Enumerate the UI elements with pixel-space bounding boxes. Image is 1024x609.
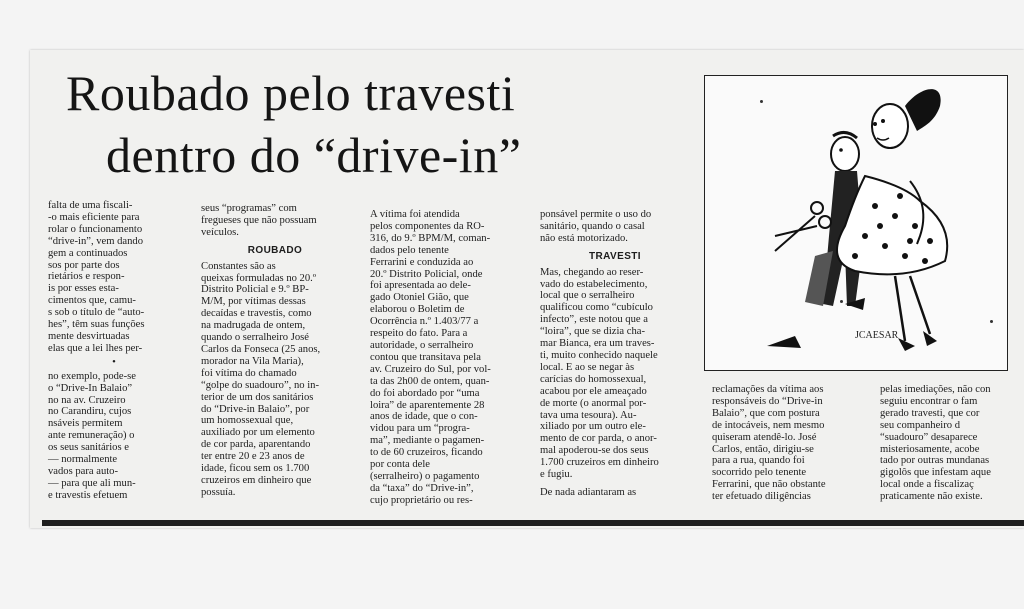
article-column-4 [540,209,690,499]
article-column-6 [880,384,1022,503]
column-2-paragraph-b: Constantes são as queixas formuladas no 20.º Distrito Policial e 9.º BP- M/M, por vítimas dessas decaídas e travestis, como na madrugada de ontem, quando o serralheiro José Carlos da Fonseca (25 anos, morador na Vila Maria), foi vítima do chamado “golpe do suadouro”, no in- terior de um dos sanitários do “Drive-in Balaio”, por um homossexual que, auxiliado por um elemento de cor parda, aparentando ter entre 20 e 23 anos de idade, ficou sem os 1.700 cruzeiros em dinheiro que possuía. [201,260,321,498]
cartoon-dot-1 [760,100,763,103]
cartoon-signature: JCAESAR [855,330,899,341]
column-4-paragraph-a: ponsável permite o uso do sanitário, quando o casal não está motorizado. [540,209,652,244]
article-column-3 [370,209,520,507]
article-column-2 [201,203,349,499]
subhead-roubado: ROUBADO [247,244,303,256]
headline-line-1: Roubado pelo travesti [66,65,516,121]
column-2-paragraph-a: seus “programas” com fregueses que não possuam veículos. [201,203,317,238]
headline-line-2: dentro do “drive-in” [106,127,522,183]
cartoon-dot-3 [990,320,993,323]
article-column-1 [48,200,180,502]
column-6-paragraph: pelas imediações, não con seguiu encontrar o fam gerado travesti, que cor seu companheiro d “suadouro” desaparece misteriosamente, acobe tado por outras mundanas gigolôs que infestam aque local onde a fiscalizaç praticamente não existe. [880,384,991,503]
cartoon-illustration-icon [705,76,1007,370]
scan-edge-shadow [42,520,1024,526]
cartoon-dot-2 [840,300,843,303]
article-column-5 [712,384,862,503]
subhead-travesti: TRAVESTI [589,250,641,262]
column-4-paragraph-c: De nada adiantaram as [540,486,637,498]
column-5-paragraph: reclamações da vítima aos responsáveis do “Drive-in Balaio”, que com postura de intocáveis, nem mesmo quiseram atendê-lo. José Carlos, então, dirigiu-se para a rua, quando foi socorrido pelo tenente Ferrarini, que não obstante ter efetuado diligências [712,384,826,503]
column-4-paragraph-b: Mas, chegando ao reser- vado do estabelecimento, local que o serralheiro qualificou como “cubículo infecto”, este notou que a “loira”, que se dizia cha- mar Bianca, era um traves- ti, muito conhecido naquele local. E ao se negar às carícias do homossexual, acabou por ele ameaçado de morte (o anormal por- tava uma tesoura). Au- xiliado por um outro ele- mento de cor parda, o anor- mal apoderou-se dos seus 1.700 cruzeiros em dinheiro e fugiu. [540,266,659,481]
column-1-paragraph-a: falta de uma fiscali- -o mais eficiente para rolar o funcionamento “drive-in”, vem dando gem a continuados sos por parte dos rietários e respon- is por esses esta- cimentos que, camu- s sob o título de “auto- hes”, têm suas funções mente desvirtuadas elas que a lei lhes per- [48,200,145,354]
cartoon-frame [704,75,1008,371]
column-1-paragraph-b: no exemplo, pode-se o “Drive-In Balaio” no na av. Cruzeiro no Carandiru, cujos nsáveis permitem ante remuneração) o os seus sanitários e — normalmente vados para auto- — para que ali mun- e travestis efetuem [48,370,136,501]
column-3-paragraph: A vítima foi atendida pelos componentes da RO- 316, do 9.º BPM/M, coman- dados pelo tenente Ferrarini e conduzida ao 20.º Distrito Policial, onde foi apresentada ao dele- gado Otoniel Gião, que elaborou o Boletim de Ocorrência n.º 1.403/77 a respeito do fato. Para a autoridade, o serralheiro contou que transitava pela av. Cruzeiro do Sul, por vol- ta das 2h00 de ontem, quan- do foi abordado por “uma loira” de aparentemente 28 anos de idade, que o con- vidou para um “progra- ma”, mediante o pagamen- to de 60 cruzeiros, ficando por conta dele (serralheiro) o pagamento da “taxa” do “Drive-in”, cujo proprietário ou res- [370,209,491,506]
column-1-bullet: • [112,356,116,368]
headline [66,62,686,186]
